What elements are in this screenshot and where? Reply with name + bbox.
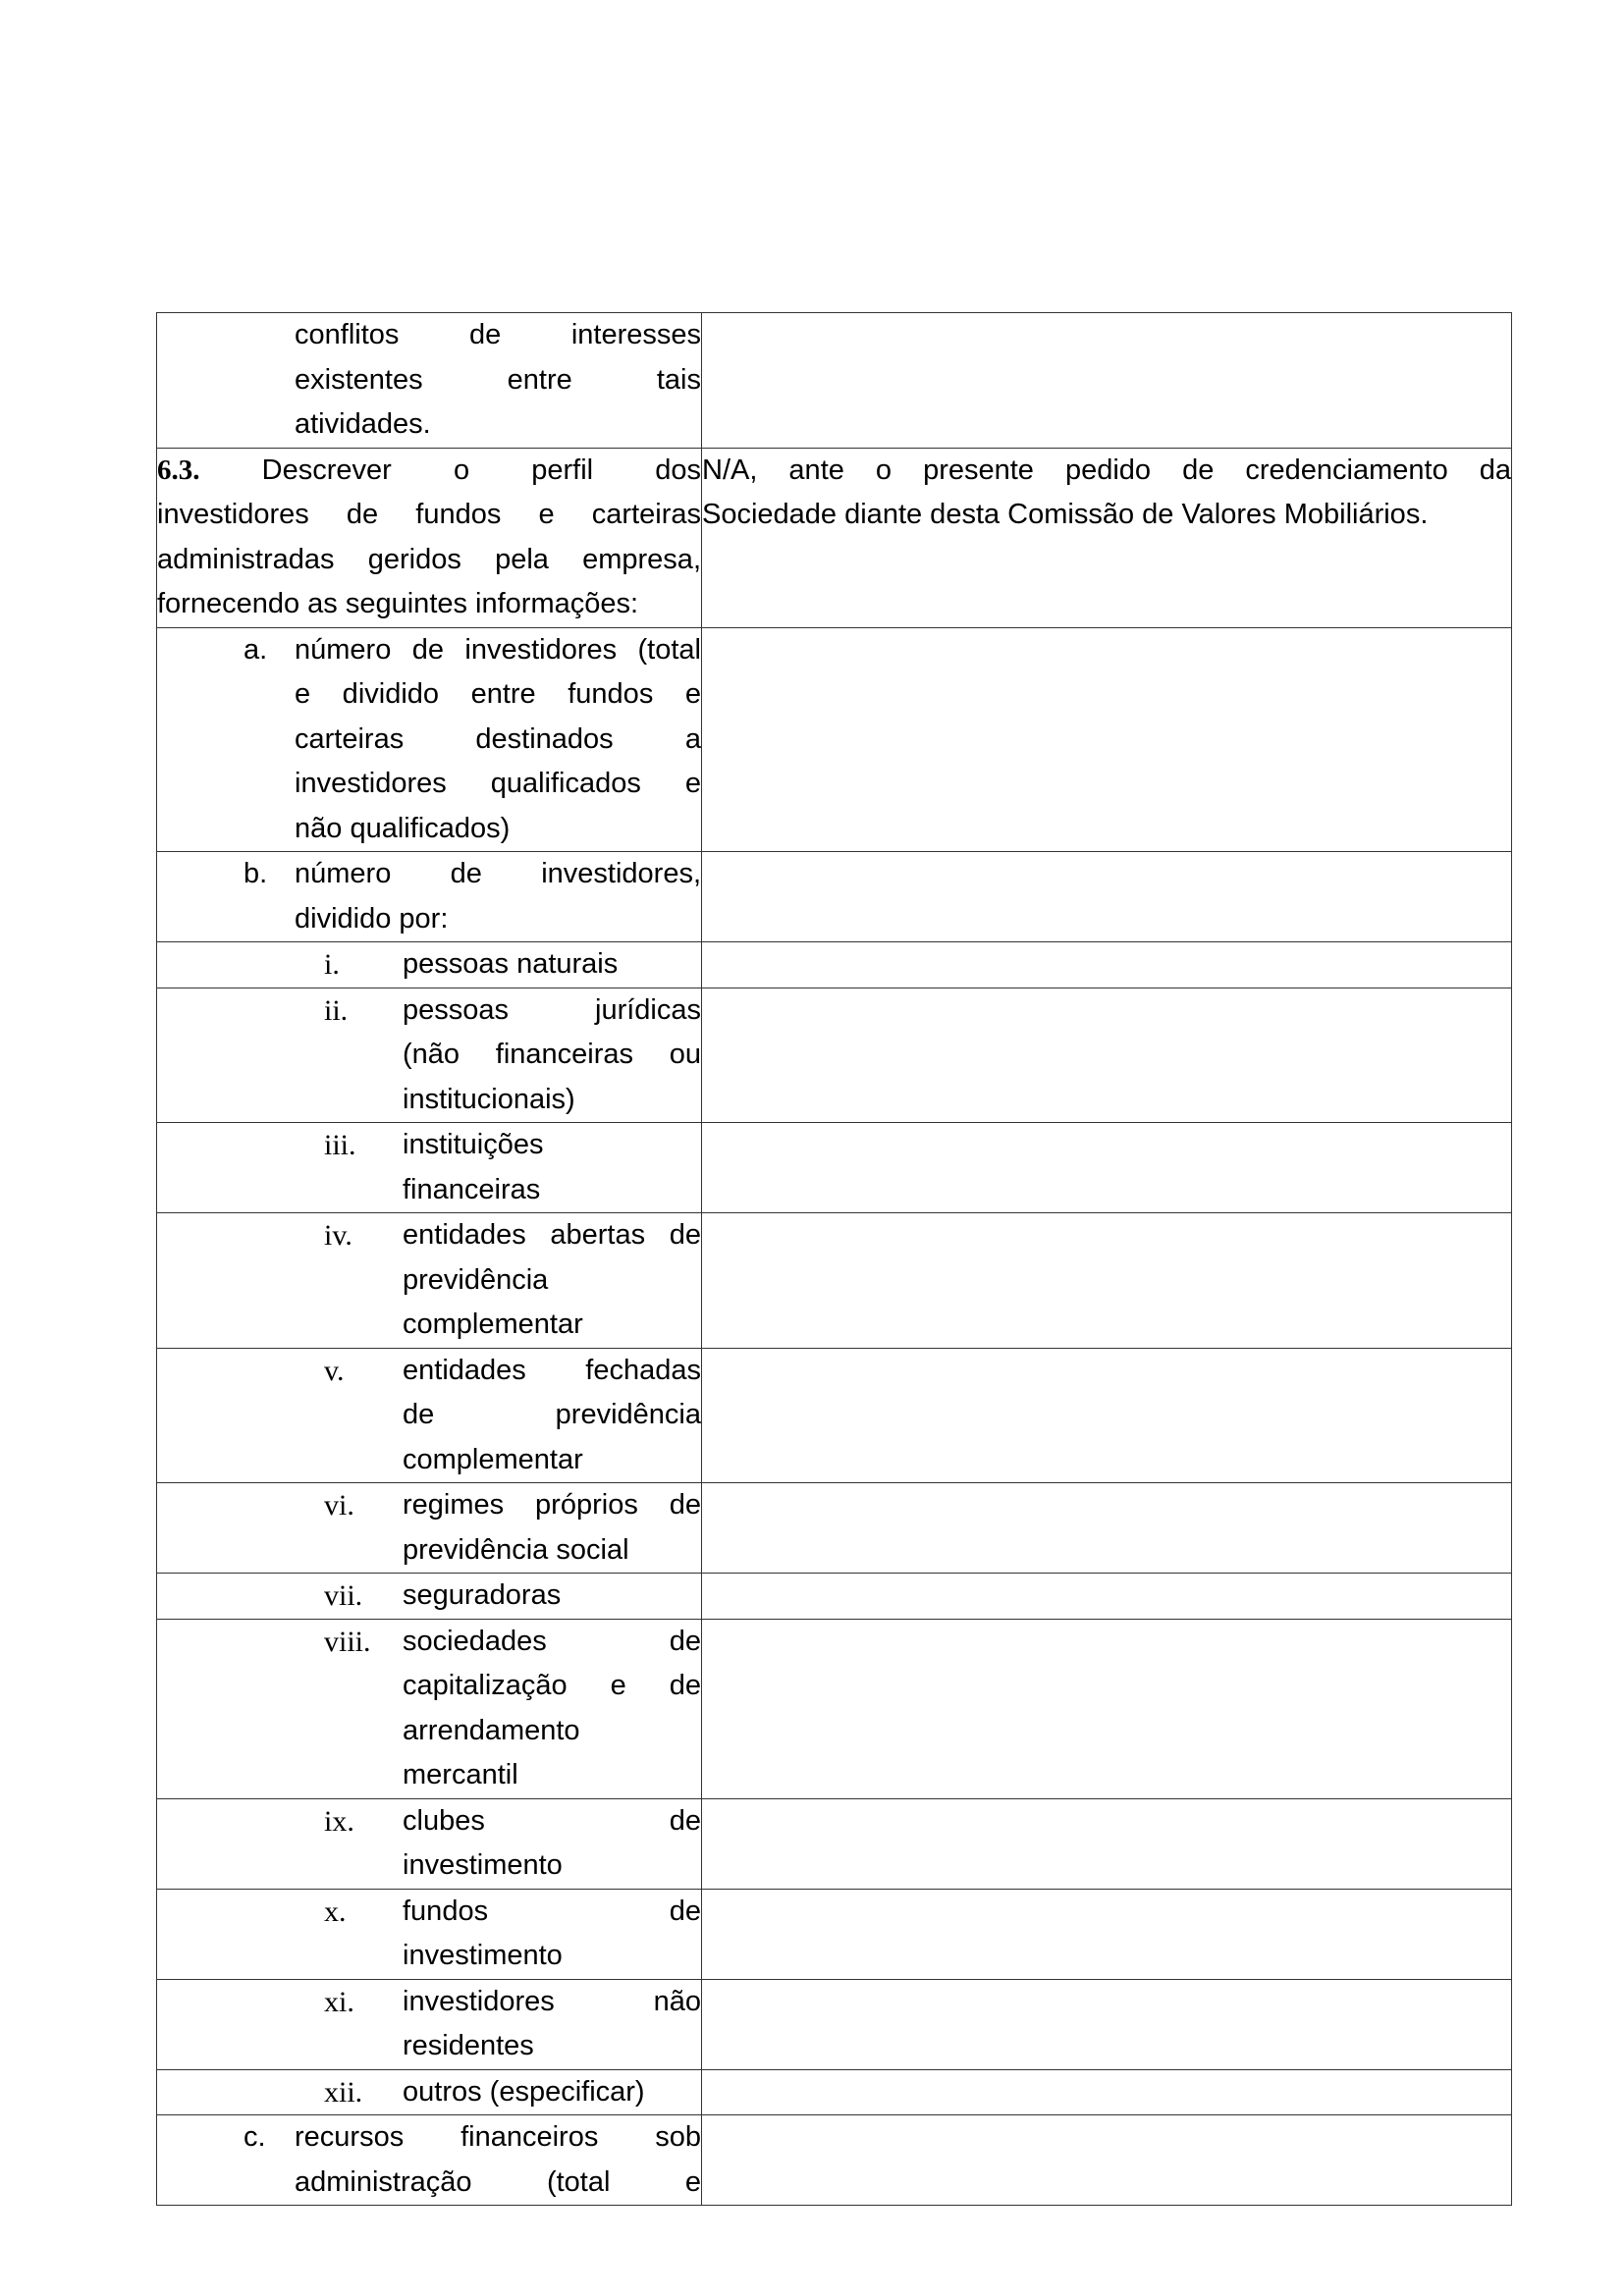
text-line: e dividido entre fundos e xyxy=(295,678,701,710)
answer-cell xyxy=(702,1123,1512,1213)
item-marker: v. xyxy=(324,1354,345,1387)
answer-cell xyxy=(702,1348,1512,1483)
table-row xyxy=(157,448,1512,627)
answer-cell xyxy=(702,852,1512,942)
question-cell xyxy=(157,448,702,627)
answer-cell xyxy=(702,988,1512,1123)
table-row xyxy=(157,1213,1512,1349)
item-marker: xii. xyxy=(324,2075,363,2109)
text-line: instituições xyxy=(403,1129,544,1160)
question-text xyxy=(403,942,701,988)
table-row xyxy=(157,1619,1512,1798)
text-line: investimento xyxy=(403,1940,563,1971)
text-line: residentes xyxy=(403,2030,534,2061)
question-cell xyxy=(157,988,702,1123)
answer-cell xyxy=(702,313,1512,449)
item-marker: x. xyxy=(324,1895,347,1928)
answer-cell xyxy=(702,627,1512,852)
question-text xyxy=(295,2115,701,2205)
question-cell xyxy=(157,1798,702,1889)
section-title: Descrever o perfil dos xyxy=(261,454,701,486)
question-cell xyxy=(157,1123,702,1213)
question-text xyxy=(403,1213,701,1348)
answer-cell xyxy=(702,1798,1512,1889)
answer-cell xyxy=(702,1483,1512,1574)
text-line: pessoas jurídicas xyxy=(403,993,701,1026)
item-marker: ii. xyxy=(324,993,349,1027)
table-row xyxy=(157,942,1512,988)
question-text xyxy=(295,313,701,448)
item-marker: ix. xyxy=(324,1804,354,1838)
table-row xyxy=(157,1483,1512,1574)
table-row xyxy=(157,1889,1512,1979)
text-line: fundos de xyxy=(403,1895,701,1927)
answer-cell xyxy=(702,1619,1512,1798)
text-line: institucionais) xyxy=(403,1083,575,1115)
question-text xyxy=(295,628,701,852)
question-text xyxy=(403,1890,701,1979)
text-line: administração (total e xyxy=(295,2165,701,2198)
text-line: dividido por: xyxy=(295,902,449,934)
text-line: investidores qualificados e xyxy=(295,768,701,799)
answer-line: Sociedade diante desta Comissão de Valores Mobiliários. xyxy=(702,499,1429,530)
table-row xyxy=(157,313,1512,449)
table-row xyxy=(157,1123,1512,1213)
text-line: entidades abertas de xyxy=(403,1219,701,1251)
text-line: existentes entre tais xyxy=(295,363,701,396)
table-row xyxy=(157,2115,1512,2206)
question-cell xyxy=(157,1979,702,2069)
question-text xyxy=(403,1123,701,1212)
answer-cell xyxy=(702,2115,1512,2206)
question-cell xyxy=(157,1574,702,1620)
text-line: carteiras destinados a xyxy=(295,722,701,755)
answer-cell xyxy=(702,1574,1512,1620)
table-row xyxy=(157,1979,1512,2069)
profile-table xyxy=(156,312,1512,2206)
answer-line: N/A, ante o presente pedido de credenciamento da xyxy=(702,454,1511,486)
text-line: financeiras xyxy=(403,1173,541,1205)
item-marker: iii. xyxy=(324,1129,356,1161)
answer-cell xyxy=(702,1979,1512,2069)
text-line: investidores não xyxy=(403,1985,701,2017)
question-text xyxy=(403,1620,701,1798)
indent-spacer xyxy=(157,313,295,448)
table-row xyxy=(157,1574,1512,1620)
question-cell xyxy=(157,627,702,852)
item-marker: xi. xyxy=(324,1985,354,2018)
text-line: regimes próprios de xyxy=(403,1489,701,1521)
text-line: investidores de fundos e carteiras xyxy=(157,499,701,530)
text-line: previdência social xyxy=(403,1533,629,1566)
item-marker: b. xyxy=(244,858,268,889)
item-marker: iv. xyxy=(324,1219,352,1252)
table-row xyxy=(157,1798,1512,1889)
text-line: arrendamento xyxy=(403,1714,580,1746)
text-line: número de investidores, xyxy=(295,858,701,889)
text-line: não qualificados) xyxy=(295,812,511,844)
text-line: fornecendo as seguintes informações: xyxy=(157,588,639,619)
text-line: (não financeiras ou xyxy=(403,1039,701,1070)
text-line: sociedades de xyxy=(403,1625,701,1657)
question-text xyxy=(403,1483,701,1573)
question-cell xyxy=(157,1619,702,1798)
answer-cell xyxy=(702,1889,1512,1979)
text-line: conflitos de interesses xyxy=(295,319,701,350)
text-line: de previdência xyxy=(403,1399,701,1430)
text-line: complementar xyxy=(403,1308,583,1340)
text-line: recursos financeiros sob xyxy=(295,2121,701,2153)
question-cell xyxy=(157,1213,702,1349)
item-marker: a. xyxy=(244,633,268,666)
question-cell xyxy=(157,942,702,988)
question-text xyxy=(403,1349,701,1483)
answer-cell xyxy=(702,2069,1512,2115)
item-marker: c. xyxy=(244,2121,266,2153)
text-line: clubes de xyxy=(403,1804,701,1837)
table-row xyxy=(157,852,1512,942)
question-text xyxy=(295,852,701,941)
question-cell xyxy=(157,852,702,942)
table-row xyxy=(157,2069,1512,2115)
text-line: investimento xyxy=(403,1849,563,1881)
table-row xyxy=(157,988,1512,1123)
question-text xyxy=(403,1980,701,2069)
item-marker: i. xyxy=(324,948,340,981)
text-line: capitalização e de xyxy=(403,1670,701,1701)
question-text xyxy=(403,1574,701,1619)
item-marker: vi. xyxy=(324,1489,354,1522)
answer-cell xyxy=(702,942,1512,988)
question-cell xyxy=(157,313,702,449)
question-cell xyxy=(157,2115,702,2206)
question-cell xyxy=(157,1348,702,1483)
text-line: seguradoras xyxy=(403,1579,562,1611)
answer-cell xyxy=(702,1213,1512,1349)
table-row xyxy=(157,1348,1512,1483)
text-line: pessoas naturais xyxy=(403,948,619,980)
item-marker: viii. xyxy=(324,1625,371,1658)
text-line: administradas geridos pela empresa, xyxy=(157,543,701,575)
section-number: 6.3. xyxy=(157,454,200,486)
question-cell xyxy=(157,1483,702,1574)
text-line: outros (especificar) xyxy=(403,2075,645,2108)
table-row xyxy=(157,627,1512,852)
text-line: entidades fechadas xyxy=(403,1354,701,1386)
question-text xyxy=(403,2070,701,2115)
text-line xyxy=(157,449,701,494)
text-line: previdência xyxy=(403,1263,549,1296)
text-line: mercantil xyxy=(403,1759,518,1790)
text-line: número de investidores (total xyxy=(295,633,701,666)
question-cell xyxy=(157,1889,702,1979)
text-line: atividades. xyxy=(295,408,431,440)
text-line: complementar xyxy=(403,1443,583,1475)
answer-cell xyxy=(702,448,1512,627)
question-text xyxy=(403,988,701,1123)
question-text xyxy=(403,1799,701,1889)
question-cell xyxy=(157,2069,702,2115)
item-marker: vii. xyxy=(324,1579,363,1612)
